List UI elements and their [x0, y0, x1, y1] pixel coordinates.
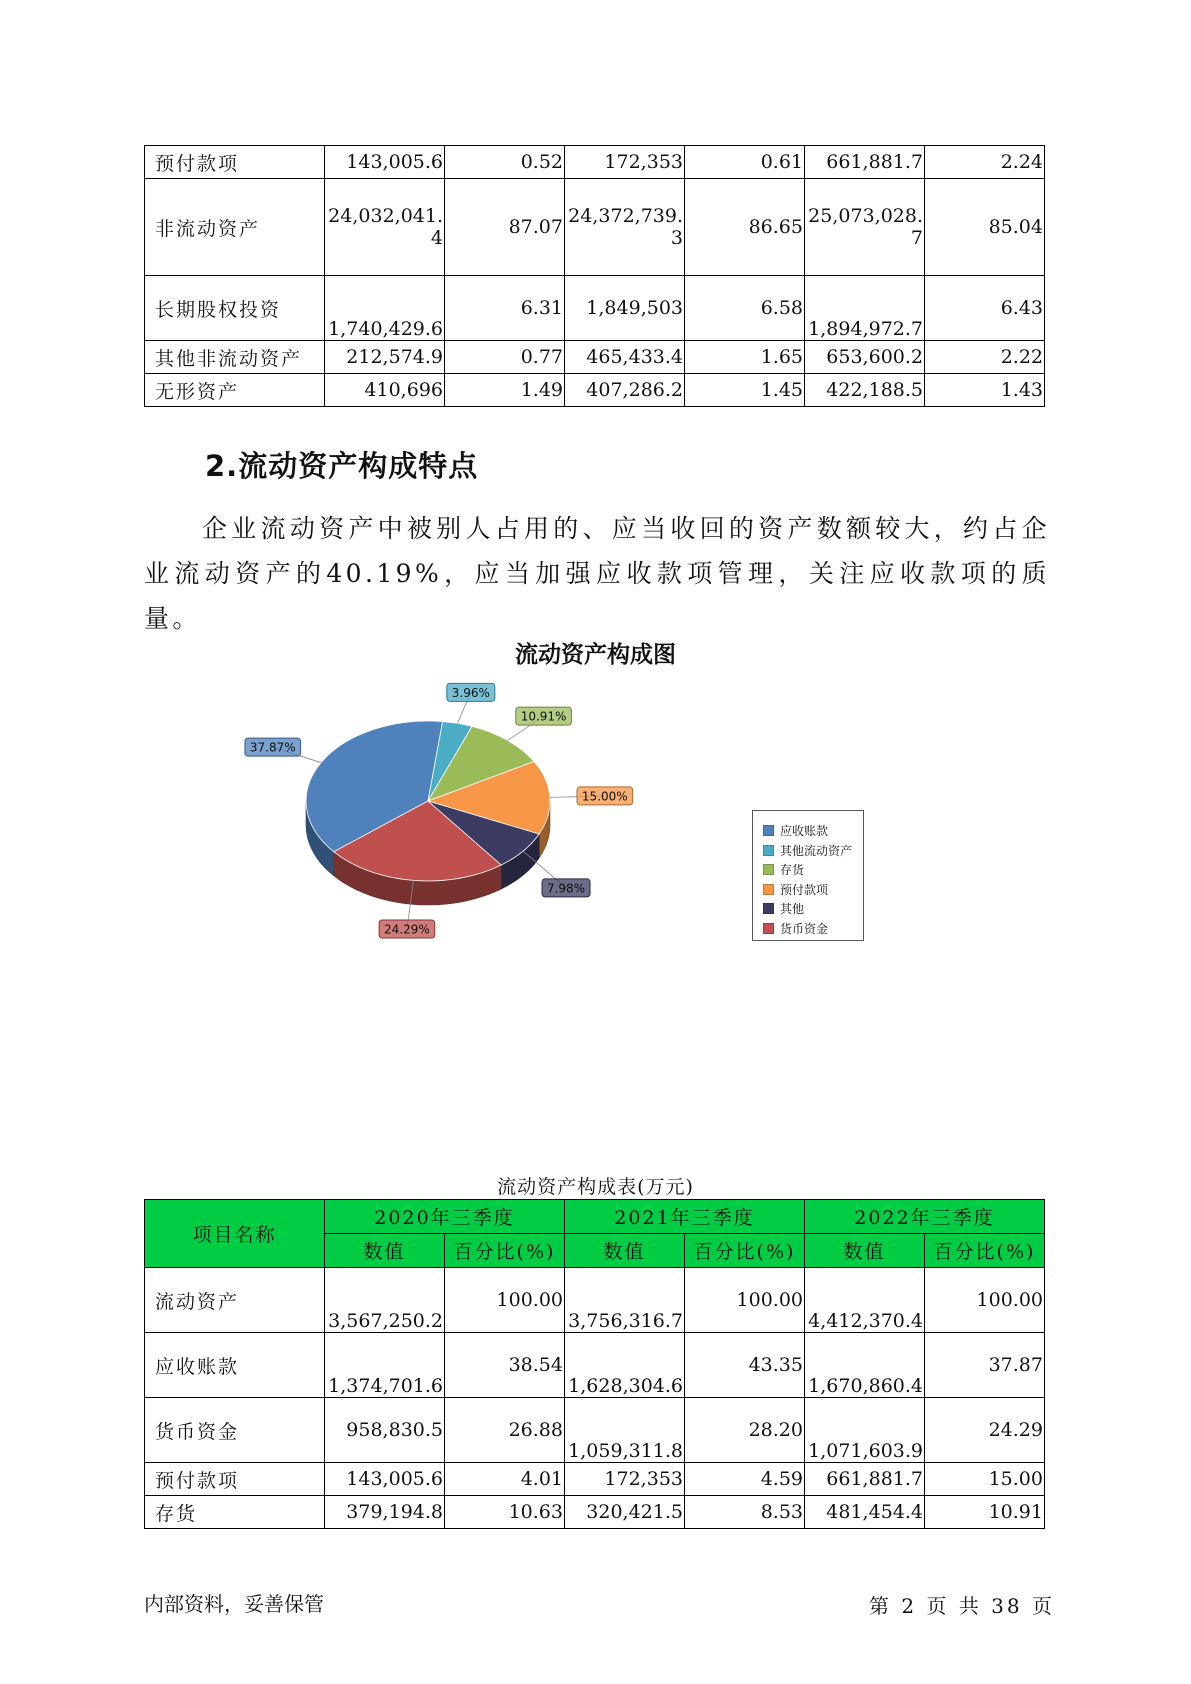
cell-percent: 0.77 [445, 341, 565, 374]
legend-item [763, 821, 863, 841]
cell-value: 212,574.9 [325, 341, 445, 374]
cell-percent: 28.20 [685, 1398, 805, 1463]
table-header-row [145, 1200, 1045, 1234]
cell-value: 172,353 [565, 1463, 685, 1496]
chart-title: 流动资产构成图 [515, 642, 676, 668]
row-label: 无形资产 [145, 374, 325, 407]
cell-percent: 85.04 [925, 179, 1045, 276]
cell-percent: 37.87 [925, 1333, 1045, 1398]
cell-percent: 2.24 [925, 146, 1045, 179]
legend-swatch [763, 864, 774, 875]
cell-value: 4,412,370.4 [805, 1268, 925, 1333]
table-row [145, 1268, 1045, 1333]
row-label: 其他非流动资产 [145, 341, 325, 374]
cell-value: 24,372,739.3 [565, 179, 685, 276]
cell-value: 143,005.6 [325, 146, 445, 179]
cell-percent: 10.63 [445, 1496, 565, 1529]
cell-value: 3,756,316.7 [565, 1268, 685, 1333]
table-row [145, 1333, 1045, 1398]
legend-swatch [763, 923, 774, 934]
legend-item [763, 841, 863, 861]
cell-value: 1,059,311.8 [565, 1398, 685, 1463]
cell-percent: 100.00 [685, 1268, 805, 1333]
cell-value: 25,073,028.7 [805, 179, 925, 276]
cell-percent: 100.00 [445, 1268, 565, 1333]
cell-percent: 1.43 [925, 374, 1045, 407]
cell-value: 481,454.4 [805, 1496, 925, 1529]
row-label: 货币资金 [145, 1398, 325, 1463]
data-label: 10.91% [520, 709, 567, 724]
cell-value: 410,696 [325, 374, 445, 407]
table-row [145, 1398, 1045, 1463]
cell-value: 1,374,701.6 [325, 1333, 445, 1398]
cell-value: 320,421.5 [565, 1496, 685, 1529]
header-year: 2022年三季度 [805, 1200, 1045, 1234]
legend-item [763, 899, 863, 919]
cell-value: 465,433.4 [565, 341, 685, 374]
table-row [145, 1496, 1045, 1529]
header-percent: 百分比(%) [925, 1234, 1045, 1268]
data-label: 24.29% [384, 922, 430, 937]
table-caption: 流动资产构成表(万元) [497, 1176, 694, 1198]
cell-value: 407,286.2 [565, 374, 685, 407]
section-paragraph: 企业流动资产中被别人占用的、应当收回的资产数额较大，约占企业流动资产的40.19%，应当加强应收款项管理，关注应收款项的质量。 [144, 514, 1050, 633]
footer-confidential: 内部资料，妥善保管 [144, 1592, 324, 1616]
header-value: 数值 [565, 1234, 685, 1268]
row-label: 非流动资产 [145, 179, 325, 276]
cell-percent: 4.59 [685, 1463, 805, 1496]
cell-percent: 0.52 [445, 146, 565, 179]
header-percent: 百分比(%) [445, 1234, 565, 1268]
cell-percent: 24.29 [925, 1398, 1045, 1463]
cell-percent: 1.49 [445, 374, 565, 407]
cell-percent: 6.58 [685, 276, 805, 341]
legend-swatch [763, 903, 774, 914]
cell-percent: 87.07 [445, 179, 565, 276]
cell-percent: 4.01 [445, 1463, 565, 1496]
current-assets-table [144, 1199, 1045, 1529]
row-label: 预付款项 [145, 146, 325, 179]
row-label: 存货 [145, 1496, 325, 1529]
cell-value: 379,194.8 [325, 1496, 445, 1529]
cell-value: 653,600.2 [805, 341, 925, 374]
data-label: 15.00% [581, 789, 628, 804]
row-label: 预付款项 [145, 1463, 325, 1496]
legend-label: 应收账款 [780, 824, 829, 839]
cell-value: 1,670,860.4 [805, 1333, 925, 1398]
row-label: 长期股权投资 [145, 276, 325, 341]
legend-item [763, 919, 863, 939]
cell-value: 3,567,250.2 [325, 1268, 445, 1333]
row-label: 流动资产 [145, 1268, 325, 1333]
header-value: 数值 [325, 1234, 445, 1268]
cell-value: 661,881.7 [805, 146, 925, 179]
legend-label: 预付款项 [780, 882, 829, 897]
cell-percent: 0.61 [685, 146, 805, 179]
header-percent: 百分比(%) [685, 1234, 805, 1268]
header-year: 2020年三季度 [325, 1200, 565, 1234]
cell-value: 1,071,603.9 [805, 1398, 925, 1463]
legend-label: 其他 [780, 902, 805, 917]
cell-percent: 6.31 [445, 276, 565, 341]
cell-percent: 100.00 [925, 1268, 1045, 1333]
data-label: 7.98% [546, 881, 586, 896]
cell-percent: 6.43 [925, 276, 1045, 341]
header-item-name: 项目名称 [145, 1200, 325, 1268]
header-value: 数值 [805, 1234, 925, 1268]
row-label: 应收账款 [145, 1333, 325, 1398]
cell-value: 143,005.6 [325, 1463, 445, 1496]
legend-swatch [763, 845, 774, 856]
cell-value: 1,849,503 [565, 276, 685, 341]
footer-page-number: 第 2 页 共 38 页 [869, 1594, 1055, 1618]
cell-percent: 1.45 [685, 374, 805, 407]
data-label: 3.96% [451, 685, 490, 700]
legend-label: 存货 [780, 863, 805, 878]
legend-swatch [763, 825, 774, 836]
legend-item [763, 860, 863, 880]
legend-label: 其他流动资产 [780, 843, 853, 858]
cell-percent: 38.54 [445, 1333, 565, 1398]
legend-swatch [763, 884, 774, 895]
cell-value: 422,188.5 [805, 374, 925, 407]
table-row [145, 1463, 1045, 1496]
data-label: 37.87% [249, 740, 296, 755]
legend-label: 货币资金 [780, 921, 829, 936]
cell-percent: 8.53 [685, 1496, 805, 1529]
cell-percent: 43.35 [685, 1333, 805, 1398]
cell-value: 172,353 [565, 146, 685, 179]
chart-legend [752, 810, 864, 941]
cell-value: 661,881.7 [805, 1463, 925, 1496]
cell-percent: 10.91 [925, 1496, 1045, 1529]
section-heading: 2.流动资产构成特点 [205, 449, 479, 483]
cell-value: 1,740,429.6 [325, 276, 445, 341]
cell-percent: 26.88 [445, 1398, 565, 1463]
cell-value: 1,628,304.6 [565, 1333, 685, 1398]
header-year: 2021年三季度 [565, 1200, 805, 1234]
cell-value: 24,032,041.4 [325, 179, 445, 276]
cell-percent: 15.00 [925, 1463, 1045, 1496]
legend-item [763, 880, 863, 900]
cell-value: 1,894,972.7 [805, 276, 925, 341]
cell-percent: 2.22 [925, 341, 1045, 374]
cell-percent: 1.65 [685, 341, 805, 374]
cell-value: 958,830.5 [325, 1398, 445, 1463]
cell-percent: 86.65 [685, 179, 805, 276]
